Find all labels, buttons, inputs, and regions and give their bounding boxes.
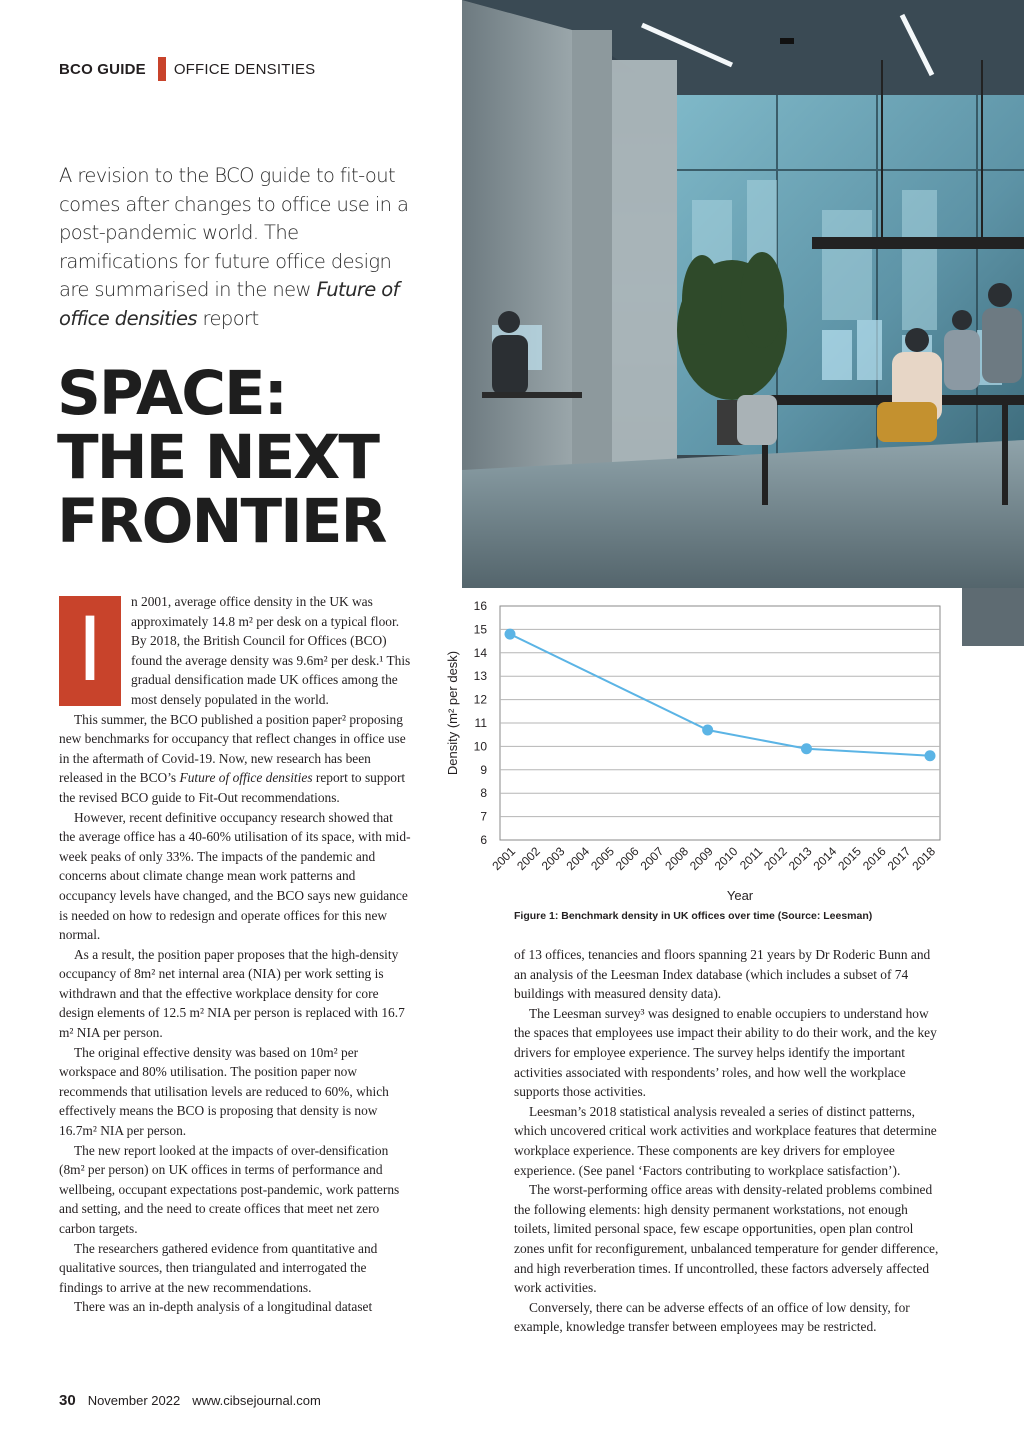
y-tick-label: 15	[473, 622, 487, 637]
density-line-chart	[440, 590, 960, 920]
report-title: Future of office densities	[59, 278, 399, 330]
office-photo	[462, 0, 1024, 588]
x-tick-label: 2005	[588, 844, 617, 874]
data-point	[702, 725, 713, 736]
y-axis-label: Density (m² per desk)	[445, 650, 460, 776]
paragraph: The worst-performing office areas with density-related problems combined the following elements: high density permanent workstations, not enough toilets, limited personal space, few escape opportunities, open plan control zones unfit for reconfigurement, unbalanced temperature for gender difference, and high reverberation times. If uncontrolled, these factors adversely affected work activities.	[514, 1182, 939, 1296]
x-tick-label: 2017	[884, 844, 914, 874]
paragraph: Leesman’s 2018 statistical analysis revealed a series of distinct patterns, which uncovered critical work activities and workplace features that determine workplace experience. These components are key drivers for employee experience. (See panel ‘Factors contributing to workplace satisfaction’).	[514, 1103, 937, 1178]
y-tick-label: 10	[473, 739, 487, 754]
drop-cap: I	[59, 596, 121, 706]
x-tick-label: 2018	[909, 844, 939, 874]
x-tick-label: 2009	[686, 844, 716, 874]
data-point	[801, 743, 812, 754]
photo-edge	[962, 588, 1024, 646]
issue-date: November 2022	[87, 1393, 181, 1408]
x-tick-label: 2010	[711, 844, 741, 874]
x-tick-label: 2007	[637, 844, 667, 874]
x-tick-label: 2006	[612, 844, 642, 874]
paragraph: As a result, the position paper proposes that the high-density occupancy of 8m² net internal area (NIA) per work setting is withdrawn and that the effective workplace density for core design elements of 12.5 m² NIA per person is replaced with 16.7 m² NIA per person.	[59, 946, 405, 1041]
y-tick-label: 7	[480, 809, 487, 824]
paragraph: The original effective density was based on 10m² per workspace and 80% utilisation. The position paper now recommends that utilisation levels are reduced to 60%, which effectively means the BCO is proposing that density is now 16.7m² NIA per person.	[59, 1044, 389, 1139]
figure-caption: Figure 1: Benchmark density in UK offices over time (Source: Leesman)	[514, 910, 873, 922]
y-tick-label: 12	[473, 692, 487, 707]
y-tick-label: 14	[473, 645, 487, 660]
x-tick-label: 2004	[563, 844, 593, 874]
header-divider-bar	[158, 57, 166, 81]
body-column-2	[514, 945, 942, 1337]
paragraph: The Leesman survey³ was designed to enable occupiers to understand how the spaces that employees use impact their ability to do their work, and the key drivers for employee experience. The survey helps identify the important activities associated with respondents’ roles, and how well the workplace supports those activities.	[514, 1005, 937, 1100]
x-axis-label: Year	[726, 888, 754, 903]
paragraph: of 13 offices, tenancies and floors spanning 21 years by Dr Roderic Bunn and an analysis of the Leesman Index database (which includes a subset of 74 buildings with measured density data).	[514, 947, 931, 1002]
y-tick-label: 8	[480, 786, 487, 801]
paragraph: Conversely, there can be adverse effects of an office of low density, for example, knowledge transfer between employees may be restricted.	[514, 1299, 910, 1335]
paragraph: The new report looked at the impacts of over-densification (8m² per person) on UK offices in terms of performance and wellbeing, occupant expectations post-pandemic, work patterns and setting, and the need to create offices that meet net zero carbon targets.	[59, 1142, 400, 1236]
paragraph: There was an in-depth analysis of a longitudinal dataset	[74, 1299, 373, 1315]
x-tick-label: 2008	[662, 844, 692, 874]
y-tick-label: 9	[480, 762, 487, 777]
x-tick-label: 2015	[835, 844, 865, 874]
page-footer	[59, 1392, 321, 1409]
x-tick-label: 2002	[514, 844, 543, 874]
headline-line-3: FRONTIER	[57, 486, 386, 557]
data-point	[925, 750, 936, 761]
data-point	[505, 629, 516, 640]
x-tick-label: 2014	[810, 844, 840, 874]
headline	[57, 358, 386, 557]
body-column-1	[59, 592, 411, 1317]
paragraph: The researchers gathered evidence from quantitative and qualitative sources, then triangulated and interrogated the findings to arrive at the new recommendations.	[59, 1240, 378, 1295]
paragraph: However, recent definitive occupancy research showed that the average office has a 40-60% utilisation of its space, with mid-week peaks of only 33%. The impacts of the pandemic and concerns about climate change mean work patterns and occupancy levels have changed, and the BCO says new guidance is needed on how to redesign and operate offices for this new normal.	[59, 809, 411, 943]
section-header	[59, 57, 315, 81]
x-tick-label: 2011	[737, 844, 766, 873]
x-tick-label: 2016	[859, 844, 889, 874]
y-tick-label: 6	[480, 833, 487, 847]
page-number: 30	[59, 1392, 76, 1409]
headline-line-1: SPACE:	[57, 358, 287, 429]
x-tick-label: 2013	[785, 844, 815, 874]
y-tick-label: 16	[473, 599, 487, 613]
x-tick-label: 2001	[489, 844, 519, 874]
y-tick-label: 13	[473, 669, 487, 684]
y-tick-label: 11	[474, 716, 487, 730]
website-link[interactable]: www.cibsejournal.com	[192, 1393, 321, 1408]
headline-line-2: THE NEXT	[57, 422, 378, 493]
standfirst: A revision to the BCO guide to fit-out comes after changes to office use in a post-pandemic world. The ramifications for future office design are summarised in the new Future of office densities report	[59, 164, 409, 330]
x-tick-label: 2012	[761, 844, 790, 874]
x-tick-label: 2003	[538, 844, 568, 874]
section-label: BCO GUIDE	[59, 60, 146, 78]
paragraph: This summer, the BCO published a position paper² proposing new benchmarks for occupancy that reflect changes in office use in the aftermath of Covid-19. Now, new research has been released in the BCO’s Future of office densities report to support the revised BCO guide to Fit-Out recommendations.	[59, 711, 406, 805]
topic-label: OFFICE DENSITIES	[173, 60, 316, 78]
paragraph: I n 2001, average office density in the UK was approximately 14.8 m² per desk on a typical floor. By 2018, the British Council for Offices (BCO) found the average density was 9.6m² per desk.¹ This gradual densification made UK offices among the most densely populated in the world.	[59, 592, 411, 710]
